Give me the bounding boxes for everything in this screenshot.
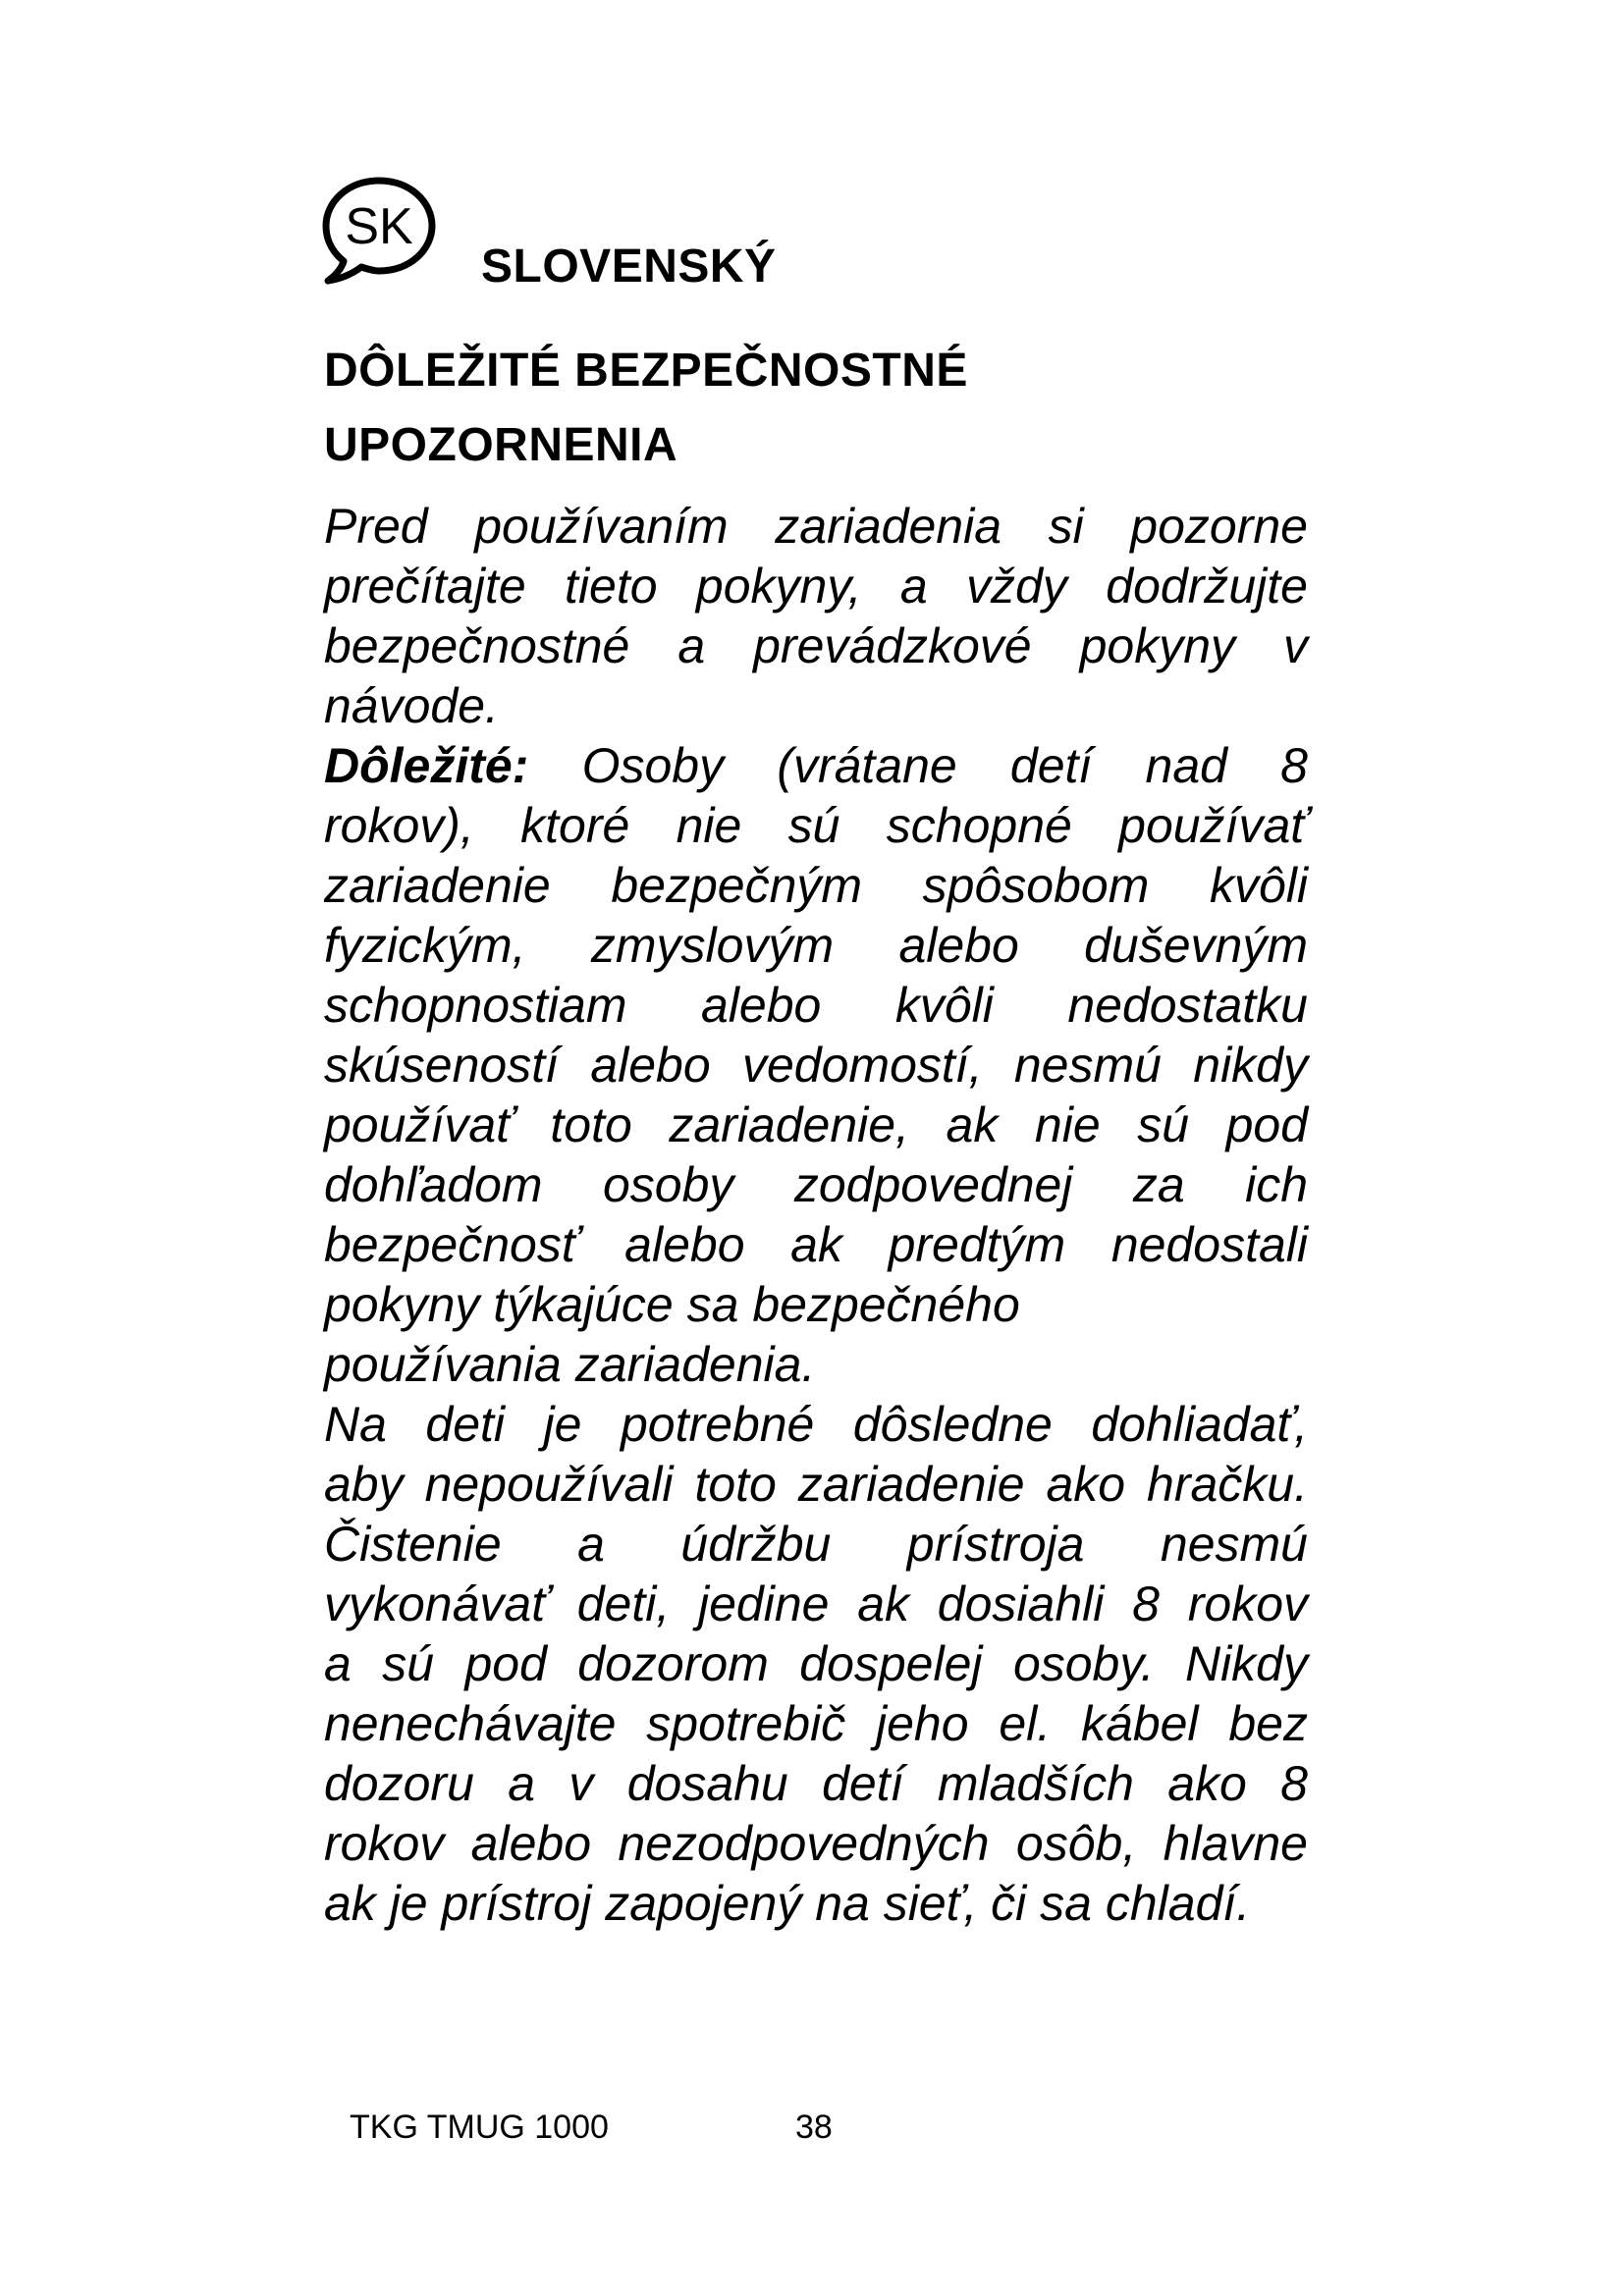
footer-model-name: TKG TMUG 1000 (350, 2109, 609, 2146)
text-line: rokov), ktoré nie sú schopné používať (324, 798, 1308, 853)
footer-page-number: 38 (795, 2109, 833, 2146)
speech-bubble-icon (320, 175, 438, 285)
language-code-text: SK (345, 198, 413, 255)
text-line: vykonávať deti, jedine ak dosiahli 8 rokov (324, 1576, 1308, 1631)
important-label: Dôležité: (324, 738, 529, 793)
text-line: rokov alebo nezodpovedných osôb, hlavne (324, 1816, 1308, 1871)
text-line: používania zariadenia. (324, 1337, 816, 1392)
text-line: prečítajte tieto pokyny, a vždy dodržujte (324, 559, 1308, 614)
text-line: schopnostiam alebo kvôli nedostatku (324, 978, 1308, 1033)
section-heading (324, 334, 968, 483)
text-line: Na deti je potrebné dôsledne dohliadať, (324, 1397, 1308, 1452)
important-first-line-rest: Osoby (vrátane detí nad 8 (528, 738, 1308, 793)
text-line: a sú pod dozorom dospelej osoby. Nikdy (324, 1636, 1308, 1691)
language-title: SLOVENSKÝ (481, 240, 777, 293)
text-line: pokyny týkajúce sa bezpečného (324, 1277, 1020, 1332)
text-line: skúseností alebo vedomostí, nesmú nikdy (324, 1038, 1308, 1093)
text-line: dohľadom osoby zodpovednej za ich (324, 1157, 1308, 1212)
heading-line-1: DÔLEŽITÉ BEZPEČNOSTNÉ (324, 345, 968, 397)
text-line: nenechávajte spotrebič jeho el. kábel bez (324, 1696, 1308, 1751)
text-line: ak je prístroj zapojený na sieť, či sa chladí. (324, 1876, 1251, 1931)
safety-body-text (324, 497, 1308, 1934)
text-line: návode. (324, 678, 499, 733)
text-line: bezpečnosť alebo ak predtým nedostali (324, 1217, 1308, 1272)
text-line: zariadenie bezpečným spôsobom kvôli (324, 858, 1308, 913)
text-line: aby nepoužívali toto zariadenie ako hračku. (324, 1457, 1308, 1512)
text-line: fyzickým, zmyslovým alebo duševným (324, 918, 1308, 973)
important-line (324, 736, 1308, 796)
text-line: Čistenie a údržbu prístroja nesmú (324, 1517, 1308, 1572)
text-line: dozoru a v dosahu detí mladších ako 8 (324, 1756, 1308, 1811)
heading-line-2: UPOZORNENIA (324, 419, 678, 471)
text-line: bezpečnostné a prevádzkové pokyny v (324, 618, 1308, 673)
text-line: Pred používaním zariadenia si pozorne (324, 499, 1308, 554)
text-line: používať toto zariadenie, ak nie sú pod (324, 1097, 1308, 1152)
